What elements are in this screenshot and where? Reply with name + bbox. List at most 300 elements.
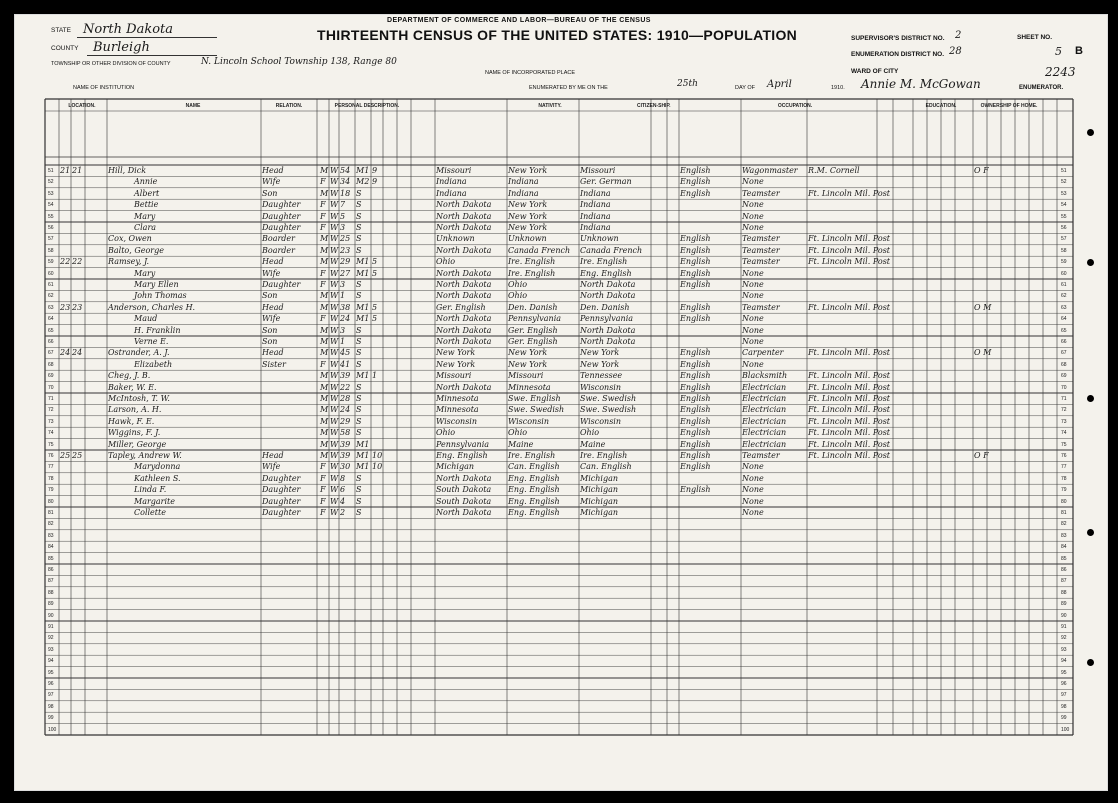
cell-name: Miller, George	[108, 439, 167, 449]
cell-relation: Daughter	[262, 211, 301, 221]
cell-father: New York	[508, 166, 548, 175]
cell-name: Anderson, Charles H.	[108, 302, 196, 312]
cell-father: Eng. English	[508, 485, 560, 495]
cell-race: W	[330, 405, 339, 415]
row-number: 82	[48, 521, 54, 528]
cell-language: English	[680, 382, 711, 392]
cell-relation: Son	[262, 188, 278, 198]
cell-father: Indiana	[508, 177, 539, 187]
cell-name: Kathleen S.	[134, 473, 181, 483]
cell-years: 9	[372, 177, 378, 187]
row-number: 92	[48, 635, 54, 642]
cell-name: Mary	[134, 268, 156, 278]
state-value: North Dakota	[83, 22, 173, 37]
cell-occupation: Wagonmaster	[742, 166, 798, 175]
row-number-right: 74	[1061, 430, 1067, 437]
cell-mother: Wisconsin	[580, 382, 622, 392]
cell-family: 23	[72, 302, 83, 312]
cell-dwelling: 23	[60, 302, 71, 312]
cell-father: New York	[508, 223, 548, 232]
cell-relation: Daughter	[262, 508, 301, 517]
row-number-right: 95	[1061, 669, 1067, 676]
row-number: 93	[48, 646, 54, 653]
cell-sex: M	[320, 382, 329, 392]
cell-sex: M	[320, 451, 329, 460]
row-number: 71	[48, 396, 54, 402]
cell-relation: Daughter	[262, 496, 301, 506]
cell-relation: Head	[262, 302, 284, 312]
cell-mother: Missouri	[580, 166, 616, 175]
cell-born: North Dakota	[436, 291, 492, 301]
cell-name: Mary	[134, 211, 156, 221]
cell-sex: M	[320, 428, 329, 438]
cell-sex: F	[320, 211, 326, 221]
cell-race: W	[330, 257, 339, 267]
cell-occupation: None	[742, 291, 764, 301]
row-number: 84	[48, 544, 54, 551]
cell-language: English	[680, 439, 711, 449]
cell-occupation: None	[742, 337, 764, 346]
cell-mother: Den. Danish	[580, 302, 630, 312]
cell-born: North Dakota	[436, 314, 492, 324]
cell-language: English	[680, 166, 711, 175]
row-number-right: 63	[1061, 304, 1067, 311]
cell-relation: Son	[262, 337, 278, 346]
incorporated-label: NAME OF INCORPORATED PLACE	[485, 70, 576, 76]
cell-marital: S	[356, 496, 362, 506]
cell-relation: Wife	[262, 177, 281, 187]
row-number: 87	[48, 578, 54, 585]
cell-name: Tapley, Andrew W.	[108, 451, 182, 460]
cell-name: McIntosh, T. W.	[108, 394, 170, 403]
cell-race: W	[330, 200, 339, 210]
cell-language: English	[680, 462, 711, 472]
cell-race: W	[330, 359, 339, 369]
cell-born: Wisconsin	[436, 416, 478, 426]
row-number: 80	[48, 498, 54, 505]
punch-hole	[1087, 659, 1094, 666]
cell-name: H. Franklin	[134, 325, 181, 335]
cell-sex: M	[320, 394, 329, 403]
row-number-right: 68	[1061, 361, 1067, 368]
cell-mother: Maine	[580, 439, 606, 449]
sheet-no: 5	[1055, 45, 1062, 58]
cell-name: Collette	[134, 508, 166, 517]
cell-occupation: Carpenter	[742, 348, 784, 358]
row-number: 97	[48, 692, 54, 699]
row-number-right: 89	[1061, 601, 1067, 608]
cell-father: Ger. English	[508, 337, 558, 346]
row-number-right: 61	[1061, 282, 1067, 288]
cell-name: Margarite	[134, 496, 176, 506]
cell-occupation: None	[742, 223, 764, 232]
cell-born: Unknown	[436, 234, 475, 244]
cell-born: Missouri	[436, 371, 472, 381]
row-number: 79	[48, 487, 54, 494]
cell-marital: S	[356, 245, 362, 255]
cell-mother: New York	[580, 359, 620, 369]
cell-occupation: Teamster	[742, 302, 780, 312]
cell-mother: Michigan	[580, 473, 618, 483]
punch-hole	[1087, 395, 1094, 402]
cell-born: Ohio	[436, 428, 456, 438]
cell-language: English	[680, 485, 711, 495]
cell-marital: S	[356, 394, 362, 403]
cell-relation: Son	[262, 291, 278, 301]
cell-marital: S	[356, 280, 362, 289]
cell-family: 21	[72, 166, 83, 175]
row-number: 57	[48, 236, 54, 243]
cell-race: W	[330, 348, 339, 358]
census-sheet	[14, 14, 1108, 791]
cell-occupation: Teamster	[742, 188, 780, 198]
row-number-right: 56	[1061, 225, 1067, 231]
cell-occupation: None	[742, 325, 764, 335]
cell-industry: Ft. Lincoln Mil. Post	[808, 188, 891, 198]
cell-born: Eng. English	[436, 451, 488, 460]
row-number-right: 75	[1061, 441, 1067, 448]
cell-dwelling: 24	[60, 348, 71, 358]
cell-race: W	[330, 337, 339, 346]
cell-mother: Eng. English	[580, 268, 632, 278]
cell-age: 4	[340, 496, 346, 506]
institution-label: NAME OF INSTITUTION	[73, 85, 135, 91]
cell-name: Clara	[134, 223, 157, 232]
cell-language: English	[680, 177, 711, 187]
row-number: 58	[48, 247, 54, 254]
cell-mother: Indiana	[580, 211, 611, 221]
cell-born: North Dakota	[436, 280, 492, 289]
cell-name: Baker, W. E.	[108, 382, 157, 392]
cell-sex: M	[320, 302, 329, 312]
cell-occupation: None	[742, 177, 764, 187]
row-number-right: 70	[1061, 384, 1067, 391]
row-number: 54	[48, 202, 54, 209]
cell-father: Can. English	[508, 462, 560, 472]
cell-own: O F	[974, 451, 989, 460]
cell-father: New York	[508, 200, 548, 210]
cell-age: 8	[340, 473, 346, 483]
department-heading: DEPARTMENT OF COMMERCE AND LABOR—BUREAU OF THE CENSUS	[387, 17, 651, 24]
cell-age: 7	[340, 200, 346, 210]
cell-marital: S	[356, 234, 362, 244]
cell-sex: M	[320, 325, 329, 335]
cell-relation: Boarder	[262, 245, 295, 255]
cell-name: Larson, A. H.	[108, 405, 162, 415]
row-number: 72	[48, 407, 54, 414]
cell-sex: F	[320, 280, 326, 289]
cell-relation: Wife	[262, 462, 281, 472]
cell-sex: F	[320, 177, 326, 187]
cell-language: English	[680, 280, 711, 289]
cell-mother: Michigan	[580, 508, 618, 517]
cell-race: W	[330, 211, 339, 221]
cell-born: New York	[436, 359, 476, 369]
cell-marital: S	[356, 348, 362, 358]
personal-header: PERSONAL DESCRIPTION.	[334, 103, 400, 109]
census-title: THIRTEENTH CENSUS OF THE UNITED STATES: 1910—POPULATION	[317, 27, 798, 43]
cell-language: English	[680, 314, 711, 324]
cell-marital: S	[356, 416, 362, 426]
cell-sex: F	[320, 473, 326, 483]
cell-age: 39	[340, 439, 351, 449]
row-number: 99	[48, 715, 54, 722]
cell-sex: M	[320, 257, 329, 267]
cell-age: 18	[340, 188, 351, 198]
township-value: N. Lincoln School Township 138, Range 80	[201, 57, 397, 67]
citizenship-header: CITIZEN-SHIP.	[637, 103, 671, 109]
cell-marital: M1	[356, 462, 370, 472]
year-label: 1910.	[831, 85, 845, 91]
cell-industry: Ft. Lincoln Mil. Post	[808, 428, 891, 438]
county-label: COUNTY	[51, 45, 79, 52]
supervisor-label: SUPERVISOR'S DISTRICT NO.	[851, 35, 945, 42]
row-number: 70	[48, 384, 54, 391]
cell-race: W	[330, 496, 339, 506]
cell-sex: F	[320, 223, 326, 232]
occupation-header: OCCUPATION.	[777, 103, 813, 109]
cell-mother: New York	[580, 348, 620, 358]
row-number-right: 96	[1061, 681, 1067, 687]
cell-industry: Ft. Lincoln Mil. Post	[808, 371, 891, 381]
county-value: Burleigh	[93, 40, 150, 55]
enumeration-no: 28	[949, 46, 962, 57]
row-number: 83	[48, 532, 54, 539]
cell-language: English	[680, 359, 711, 369]
cell-age: 34	[340, 177, 351, 187]
cell-marital: S	[356, 382, 362, 392]
cell-race: W	[330, 416, 339, 426]
cell-occupation: Teamster	[742, 234, 780, 244]
cell-language: English	[680, 348, 711, 358]
cell-sex: F	[320, 200, 326, 210]
cell-race: W	[330, 462, 339, 472]
cell-father: Eng. English	[508, 508, 560, 517]
cell-race: W	[330, 473, 339, 483]
row-number-right: 67	[1061, 350, 1067, 357]
cell-father: New York	[508, 348, 548, 358]
cell-language: English	[680, 268, 711, 278]
cell-father: Ire. English	[508, 451, 556, 460]
cell-race: W	[330, 280, 339, 289]
cell-mother: Swe. Swedish	[580, 394, 637, 403]
cell-marital: S	[356, 337, 362, 346]
cell-relation: Head	[262, 348, 284, 358]
cell-age: 39	[340, 451, 351, 460]
cell-marital: S	[356, 473, 362, 483]
row-number: 66	[48, 339, 54, 345]
cell-dwelling: 22	[60, 257, 71, 267]
cell-born: New York	[436, 348, 476, 358]
cell-name: Bettie	[134, 200, 159, 210]
row-number-right: 82	[1061, 521, 1067, 528]
cell-industry: R.M. Cornell	[808, 166, 860, 175]
row-number-right: 91	[1061, 624, 1067, 630]
cell-age: 3	[340, 325, 346, 335]
row-number-right: 64	[1061, 316, 1067, 323]
cell-born: South Dakota	[436, 496, 492, 506]
row-number-right: 79	[1061, 487, 1067, 494]
cell-race: W	[330, 223, 339, 232]
cell-language: English	[680, 405, 711, 415]
cell-industry: Ft. Lincoln Mil. Post	[808, 394, 891, 403]
cell-age: 24	[340, 405, 351, 415]
cell-mother: Canada French	[580, 245, 643, 255]
cell-father: Maine	[508, 439, 534, 449]
cell-relation: Head	[262, 451, 284, 460]
cell-name: Annie	[134, 177, 158, 187]
enumeration-label: ENUMERATION DISTRICT NO.	[851, 51, 945, 58]
cell-marital: S	[356, 405, 362, 415]
cell-father: New York	[508, 359, 548, 369]
row-number: 96	[48, 681, 54, 687]
cell-mother: North Dakota	[580, 337, 636, 346]
row-number: 52	[48, 179, 54, 186]
cell-relation: Boarder	[262, 234, 295, 244]
cell-mother: North Dakota	[580, 325, 636, 335]
cell-occupation: None	[742, 359, 764, 369]
cell-dwelling: 25	[60, 451, 71, 460]
state-label: STATE	[51, 27, 71, 34]
cell-race: W	[330, 439, 339, 449]
row-number: 69	[48, 373, 54, 380]
cell-name: Linda F.	[134, 485, 167, 495]
row-number-right: 83	[1061, 532, 1067, 539]
cell-sex: F	[320, 508, 326, 517]
cell-born: North Dakota	[436, 508, 492, 517]
cell-marital: M1	[356, 257, 370, 267]
cell-sex: M	[320, 337, 329, 346]
row-number: 63	[48, 304, 54, 311]
cell-sex: M	[320, 371, 329, 381]
cell-language: English	[680, 188, 711, 198]
cell-age: 1	[340, 291, 346, 301]
cell-sex: M	[320, 245, 329, 255]
cell-family: 25	[72, 451, 83, 460]
cell-years: 1	[372, 371, 378, 381]
row-number: 89	[48, 601, 54, 608]
cell-years: 5	[372, 302, 378, 312]
row-number: 88	[48, 589, 54, 596]
cell-industry: Ft. Lincoln Mil. Post	[808, 302, 891, 312]
enumerated-day: 25th	[677, 79, 698, 89]
cell-born: Minnesota	[436, 405, 479, 415]
cell-marital: M1	[356, 314, 370, 324]
cell-mother: Indiana	[580, 200, 611, 210]
row-number-right: 57	[1061, 236, 1067, 243]
cell-age: 23	[340, 245, 351, 255]
cell-sex: M	[320, 416, 329, 426]
cell-mother: Tennessee	[580, 371, 623, 381]
cell-father: Canada French	[508, 245, 571, 255]
cell-born: South Dakota	[436, 485, 492, 495]
row-number: 73	[48, 418, 54, 425]
cell-years: 10	[372, 462, 383, 472]
stamp-number: 2243	[1045, 65, 1076, 79]
row-number: 68	[48, 361, 54, 368]
cell-industry: Ft. Lincoln Mil. Post	[808, 348, 891, 358]
day-of-label: DAY OF	[735, 85, 755, 91]
row-number: 100	[48, 726, 57, 733]
nativity-header: NATIVITY.	[538, 103, 562, 109]
cell-father: Eng. English	[508, 473, 560, 483]
cell-sex: F	[320, 314, 326, 324]
cell-marital: S	[356, 188, 362, 198]
cell-relation: Head	[262, 166, 284, 175]
cell-name: John Thomas	[134, 291, 187, 301]
cell-relation: Wife	[262, 314, 281, 324]
cell-name: Cox, Owen	[108, 234, 152, 244]
cell-mother: Wisconsin	[580, 416, 622, 426]
cell-mother: Pennsylvania	[580, 314, 634, 324]
row-number: 61	[48, 282, 54, 288]
row-number-right: 55	[1061, 213, 1067, 220]
cell-born: Indiana	[436, 188, 467, 198]
cell-occupation: Electrician	[742, 394, 787, 403]
cell-age: 24	[340, 314, 351, 324]
cell-years: 5	[372, 314, 378, 324]
cell-race: W	[330, 268, 339, 278]
cell-mother: North Dakota	[580, 280, 636, 289]
cell-dwelling: 21	[60, 166, 71, 175]
enumerated-label: ENUMERATED BY ME ON THE	[529, 85, 608, 91]
cell-language: English	[680, 302, 711, 312]
cell-industry: Ft. Lincoln Mil. Post	[808, 257, 891, 267]
row-number: 62	[48, 293, 54, 300]
cell-mother: Ire. English	[580, 451, 628, 460]
cell-occupation: Electrician	[742, 405, 787, 415]
cell-relation: Son	[262, 325, 278, 335]
cell-born: North Dakota	[436, 200, 492, 210]
cell-relation: Daughter	[262, 473, 301, 483]
row-number-right: 77	[1061, 464, 1067, 471]
cell-mother: Ire. English	[580, 257, 628, 267]
cell-language: English	[680, 451, 711, 460]
row-number-right: 51	[1061, 168, 1067, 174]
cell-marital: M2	[356, 177, 370, 187]
row-number: 76	[48, 453, 54, 459]
cell-language: English	[680, 416, 711, 426]
cell-name: Ramsey, J.	[108, 257, 150, 267]
cell-age: 45	[340, 348, 351, 358]
cell-father: Eng. English	[508, 496, 560, 506]
cell-sex: F	[320, 496, 326, 506]
row-number-right: 94	[1061, 658, 1067, 665]
cell-father: Unknown	[508, 234, 547, 244]
cell-sex: M	[320, 348, 329, 358]
row-number-right: 81	[1061, 510, 1067, 516]
cell-born: North Dakota	[436, 245, 492, 255]
row-number-right: 88	[1061, 589, 1067, 596]
cell-industry: Ft. Lincoln Mil. Post	[808, 234, 891, 244]
cell-age: 54	[340, 166, 351, 175]
cell-mother: Indiana	[580, 188, 611, 198]
row-number: 98	[48, 703, 54, 710]
cell-race: W	[330, 485, 339, 495]
cell-born: North Dakota	[436, 337, 492, 346]
cell-marital: S	[356, 359, 362, 369]
cell-father: Ger. English	[508, 325, 558, 335]
cell-own: O M	[974, 348, 992, 358]
cell-years: 5	[372, 257, 378, 267]
row-number-right: 100	[1061, 726, 1070, 733]
cell-family: 24	[72, 348, 83, 358]
cell-own: O M	[974, 302, 992, 312]
enumerator-label: ENUMERATOR.	[1019, 85, 1064, 91]
education-header: EDUCATION.	[925, 103, 957, 109]
row-number: 95	[48, 669, 54, 676]
row-number-right: 72	[1061, 407, 1067, 414]
